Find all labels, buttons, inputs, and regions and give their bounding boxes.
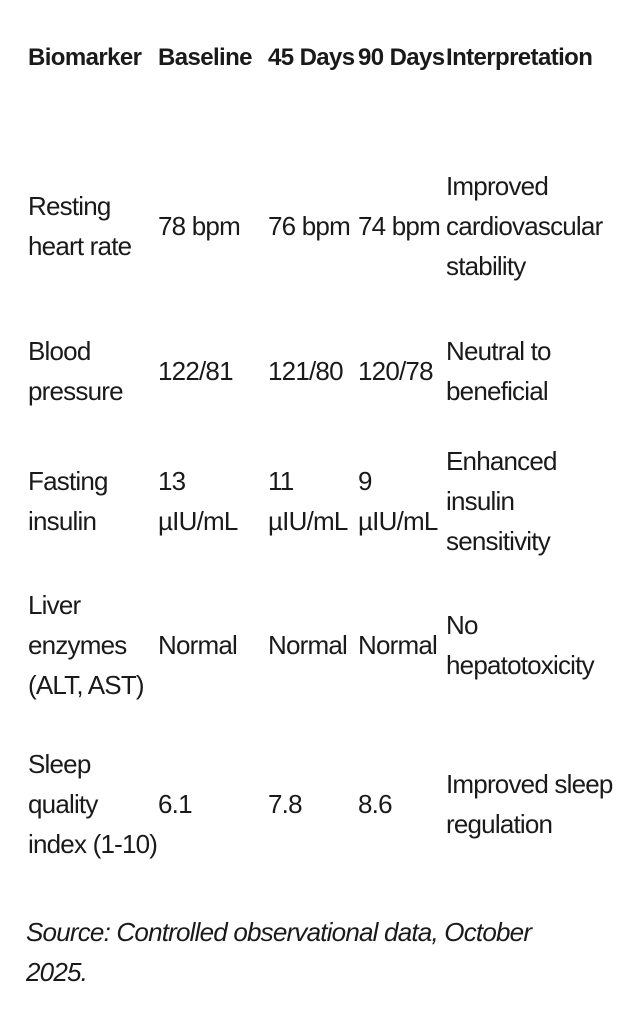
cell-baseline: 6.1	[158, 789, 192, 819]
table-row	[28, 98, 618, 306]
cell-interpretation: Enhanced insulin sensitivity	[446, 446, 557, 556]
biomarker-table	[28, 18, 618, 884]
cell-interpretation: Improved cardiovascular stability	[446, 171, 603, 281]
header-biomarker: Biomarker	[28, 44, 142, 71]
cell-45-days: 76 bpm	[268, 211, 350, 241]
header-interpretation: Interpretation	[446, 44, 593, 71]
cell-45-days: Normal	[268, 630, 347, 660]
cell-90-days: 9 µIU/mL	[358, 466, 438, 536]
source-note: Source: Controlled observational data, October 2025.	[26, 917, 532, 987]
cell-biomarker: Resting heart rate	[28, 191, 132, 261]
cell-biomarker: Blood pressure	[28, 336, 123, 406]
cell-interpretation: No hepatotoxicity	[446, 610, 594, 680]
cell-45-days: 11 µIU/mL	[268, 466, 348, 536]
cell-90-days: 8.6	[358, 789, 392, 819]
cell-biomarker: Sleep quality index (1-10)	[28, 749, 158, 859]
cell-baseline: 13 µIU/mL	[158, 466, 238, 536]
header-90-days: 90 Days	[358, 44, 445, 71]
table-row	[28, 436, 618, 566]
cell-biomarker: Fasting insulin	[28, 466, 108, 536]
cell-biomarker: Liver enzymes (ALT, AST)	[28, 590, 144, 700]
table-row	[28, 566, 618, 724]
header-45-days: 45 Days	[268, 44, 355, 71]
cell-interpretation: Improved sleep regulation	[446, 769, 613, 839]
header-baseline: Baseline	[158, 44, 252, 71]
cell-90-days: 74 bpm	[358, 211, 440, 241]
table-row	[28, 724, 618, 884]
table-header-row	[28, 18, 618, 98]
table-row	[28, 306, 618, 436]
cell-90-days: Normal	[358, 630, 437, 660]
cell-45-days: 7.8	[268, 789, 302, 819]
cell-interpretation: Neutral to beneficial	[446, 336, 551, 406]
cell-45-days: 121/80	[268, 356, 343, 386]
cell-baseline: Normal	[158, 630, 237, 660]
biomarker-table-container	[28, 18, 618, 884]
cell-baseline: 122/81	[158, 356, 233, 386]
cell-90-days: 120/78	[358, 356, 433, 386]
cell-baseline: 78 bpm	[158, 211, 240, 241]
